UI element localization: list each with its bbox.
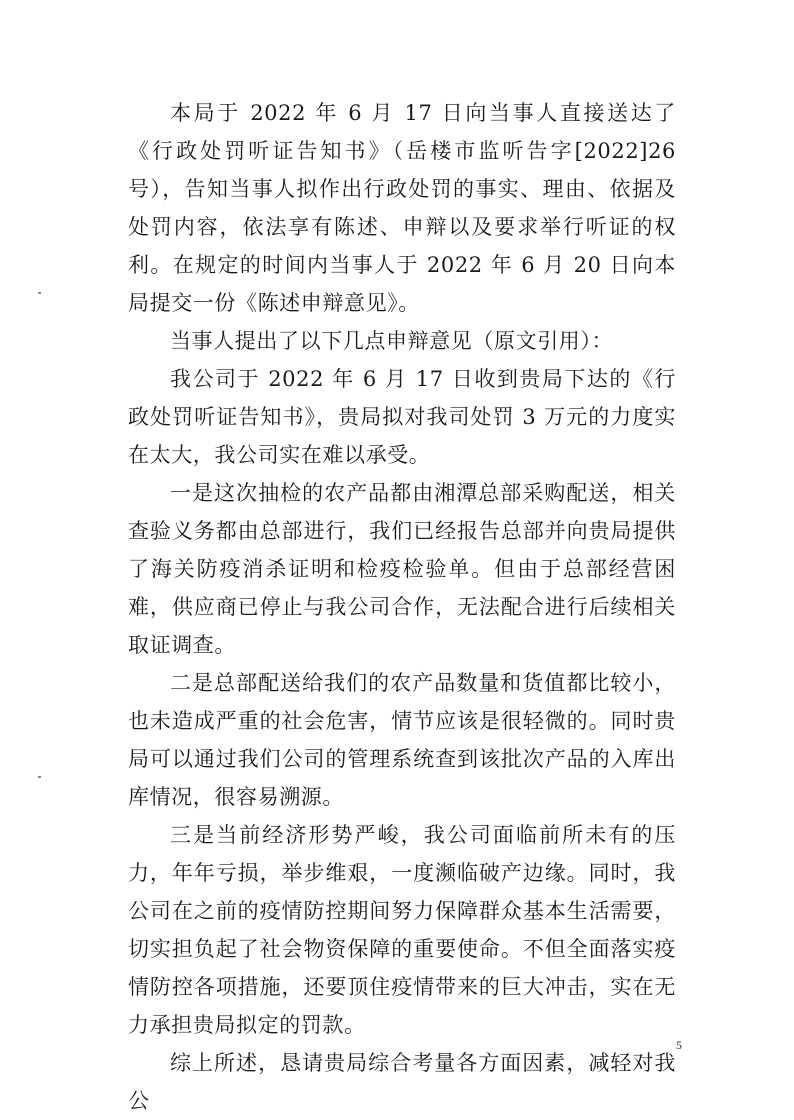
page-number: 5: [676, 1038, 682, 1052]
scan-artifact: [38, 776, 41, 778]
document-body: [128, 94, 676, 1120]
paragraph-company-statement: 我公司于 2022 年 6 月 17 日收到贵局下达的《行政处罚听证告知书》，贵局拟对我司处罚 3 万元的力度实在太大，我公司实在难以承受。: [128, 367, 676, 467]
paragraph-point-three: 三是当前经济形势严峻，我公司面临前所未有的压力，年年亏损，举步维艰，一度濒临破产边缘。同时，我公司在之前的疫情防控期间努力保障群众基本生活需要，切实担负起了社会物资保障的重要使命。不但全面落实疫情防控各项措施，还要顶住疫情带来的巨大冲击，实在无力承担贵局拟定的罚款。: [128, 823, 676, 1037]
paragraph-notice-delivery: 本局于 2022 年 6 月 17 日向当事人直接送达了《行政处罚听证告知书》（岳楼市监听告字[2022]26 号），告知当事人拟作出行政处罚的事实、理由、依据及处罚内容，依法享有陈述、申辩以及要求举行听证的权利。在规定的时间内当事人于 2022 年 6 月 20 日向本局提交一份《陈述申辩意见》。: [128, 101, 676, 315]
paragraph-conclusion: 综上所述，恳请贵局综合考量各方面因素，减轻对我公: [128, 1051, 676, 1113]
paragraph-point-one: 一是这次抽检的农产品都由湘潭总部采购配送，相关查验义务都由总部进行，我们已经报告总部并向贵局提供了海关防疫消杀证明和检疫检验单。但由于总部经营困难，供应商已停止与我公司合作，无法配合进行后续相关取证调查。: [128, 481, 676, 657]
scan-artifact: [38, 292, 41, 294]
paragraph-defense-intro: 当事人提出了以下几点申辩意见（原文引用）：: [170, 329, 614, 353]
paragraph-point-two: 二是总部配送给我们的农产品数量和货值都比较小，也未造成严重的社会危害，情节应该是很轻微的。同时贵局可以通过我们公司的管理系统查到该批次产品的入库出库情况，很容易溯源。: [128, 671, 676, 809]
